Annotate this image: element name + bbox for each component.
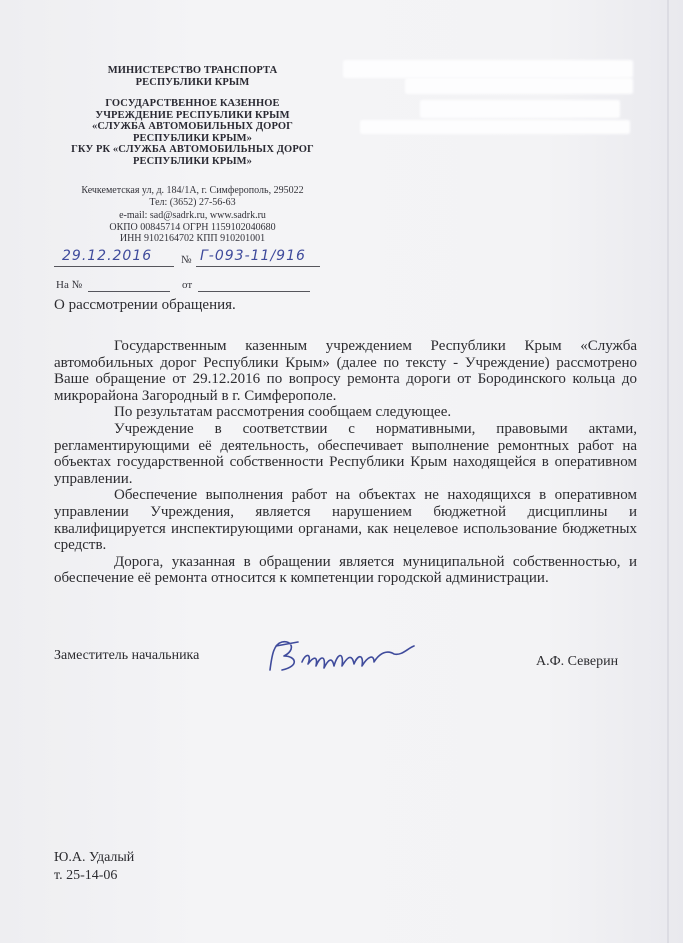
body-paragraph: Дорога, указанная в обращении является муниципальной собственностью, и обеспечение её ремонта относится к компетенции городской администрации. [54, 553, 637, 587]
institution-line-3: «СЛУЖБА АВТОМОБИЛЬНЫХ ДОРОГ [92, 121, 293, 132]
executor-name: Ю.А. Удалый [54, 850, 135, 865]
institution-short-line-1: ГКУ РК «СЛУЖБА АВТОМОБИЛЬНЫХ ДОРОГ [71, 144, 314, 155]
email-text: e-mail: sad@sadrk.ru, www.sadrk.ru [119, 210, 266, 221]
inn-text: ИНН 9102164702 КПП 910201001 [119, 233, 266, 244]
ministry-line-2: РЕСПУБЛИКИ КРЫМ [135, 76, 250, 88]
signatory-role: Заместитель начальника [54, 648, 200, 663]
body-paragraph: Обеспечение выполнения работ на объектах не находящихся в оперативном управлении Учреждения, является нарушением бюджетной дисциплины и квалифицируется инспектирующими органами, как нецелевое использование бюджетных средств. [54, 487, 637, 554]
institution-short-line-2: РЕСПУБЛИКИ КРЫМ» [132, 155, 253, 167]
redacted-addressee-2 [405, 78, 633, 94]
redacted-addressee-1 [343, 60, 633, 78]
body-paragraph: По результатам рассмотрения сообщаем следующее. [114, 404, 452, 421]
okpo-text: ОКПО 00845714 ОГРН 1159102040680 [109, 221, 276, 233]
letter-subject: О рассмотрении обращения. [54, 297, 236, 313]
incoming-number-label: На № [56, 279, 83, 291]
institution-line-4: РЕСПУБЛИКИ КРЫМ» [132, 132, 253, 144]
body-paragraph: Государственным казенным учреждением Республики Крым «Служба автомобильных дорог Республики Крым» (далее по тексту - Учреждение) рассмотрено Ваше обращение от 29.12.2016 по вопросу ремонта дороги от Бородинского кольца до микрорайона Загородный в г. Симферополе. [54, 338, 637, 404]
handwritten-date: 29.12.2016 [62, 248, 153, 264]
redacted-addressee-3 [420, 100, 620, 118]
number-sign: № [181, 254, 192, 266]
institution-line-2: УЧРЕЖДЕНИЕ РЕСПУБЛИКИ КРЫМ [95, 109, 290, 121]
date-underline [54, 266, 174, 267]
redacted-addressee-4 [360, 120, 630, 134]
letterhead-institution [40, 98, 345, 167]
letterhead-ministry [40, 65, 345, 88]
institution-line-1: ГОСУДАРСТВЕННОЕ КАЗЕННОЕ [105, 98, 280, 109]
address-text: Кечкеметская ул, д. 184/1А, г. Симферополь, 295022 [81, 185, 304, 196]
number-underline [196, 266, 320, 267]
page-edge [667, 0, 669, 943]
incoming-number-line [88, 291, 170, 292]
handwritten-outgoing-number: Г-093-11/916 [200, 248, 306, 264]
ministry-line-1: МИНИСТЕРСТВО ТРАНСПОРТА [107, 65, 278, 76]
letter-body [54, 338, 637, 587]
incoming-date-label: от [182, 279, 193, 291]
handwritten-signature [262, 632, 422, 680]
letterhead-contacts [40, 185, 345, 245]
phone-text: Тел: (3652) 27-56-63 [149, 196, 236, 208]
executor-phone: т. 25-14-06 [54, 868, 118, 883]
signatory-name: А.Ф. Северин [536, 654, 619, 669]
incoming-date-line [198, 291, 310, 292]
body-paragraph: Учреждение в соответствии с нормативными, правовыми актами, регламентирующими её деятельность, обеспечивает выполнение ремонтных работ на объектах государственной собственности Республики Крым находящейся в оперативном управлении. [54, 420, 637, 487]
